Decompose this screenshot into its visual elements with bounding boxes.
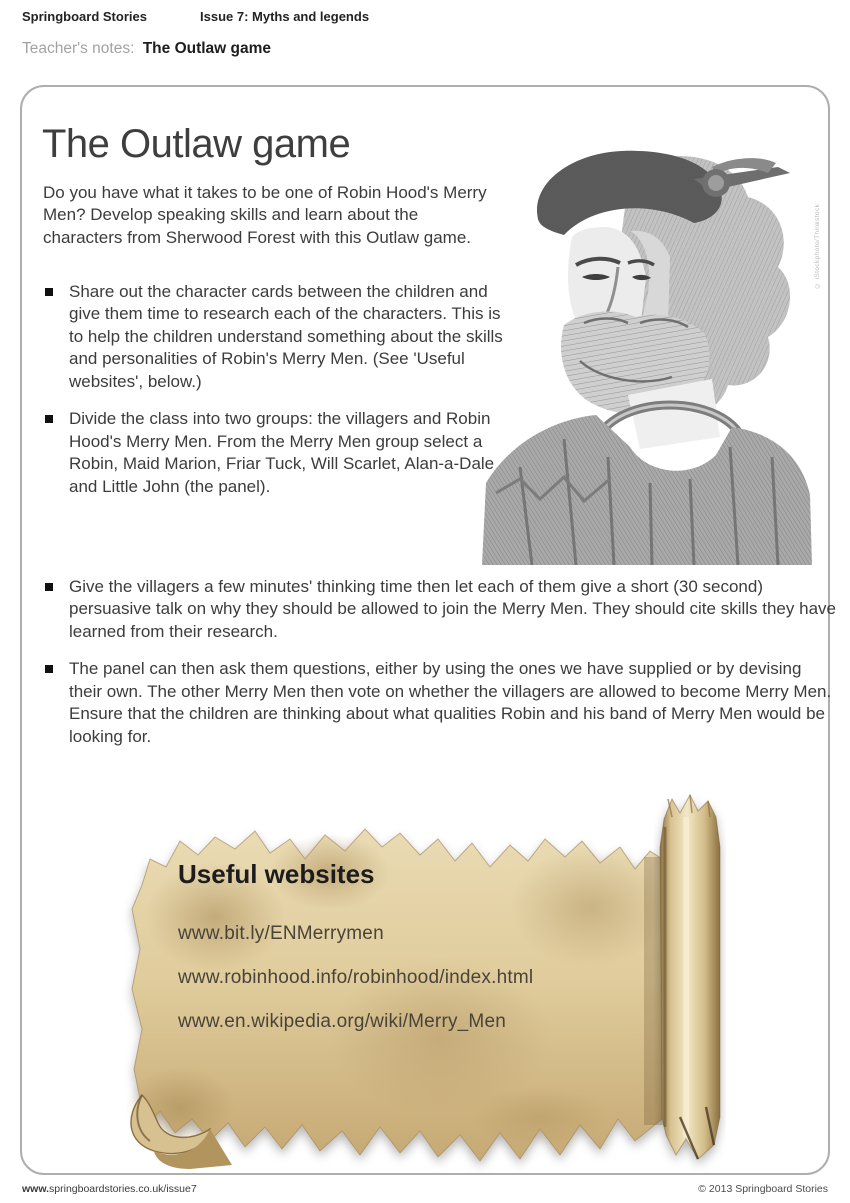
- footer-site-url: [22, 1183, 197, 1195]
- bullet-text: The panel can then ask them questions, either by using the ones we have supplied or by devising their own. The other Merry Men then vote on whether the villagers are allowed to become Merry Men. Ensure that the children are thinking about what qualities Robin and his band of Merry Men would be looking for.: [69, 659, 832, 746]
- website-link[interactable]: www.en.wikipedia.org/wiki/Merry_Men: [178, 1011, 506, 1032]
- bullet-text: Share out the character cards between the children and give them time to research each of the characters. This is to help the children understand something about the skills and personalities of Robin's Merry Men. (See 'Useful websites', below.): [69, 282, 503, 391]
- bullet-square-icon: [45, 665, 53, 673]
- issue-label: Issue 7: Myths and legends: [200, 9, 370, 24]
- doc-type-label: Teacher's notes:: [22, 40, 135, 57]
- list-item: [43, 408, 505, 498]
- website-link[interactable]: www.bit.ly/ENMerrymen: [178, 923, 384, 944]
- footer-url-prefix: www.: [22, 1183, 50, 1195]
- bullet-square-icon: [45, 583, 53, 591]
- footer-url-rest: springboardstories.co.uk/issue7: [49, 1183, 197, 1195]
- bullet-square-icon: [45, 415, 53, 423]
- list-item: [43, 576, 838, 643]
- footer-copyright: © 2013 Springboard Stories: [698, 1183, 828, 1195]
- instruction-list-bottom: [43, 576, 838, 763]
- intro-paragraph: Do you have what it takes to be one of Robin Hood's Merry Men? Develop speaking skills and learn about the characters from Sherwood Forest with this Outlaw game.: [43, 183, 487, 247]
- robin-hood-engraving-svg: [480, 127, 812, 565]
- content-card: [20, 85, 836, 1175]
- useful-websites-heading: Useful websites: [178, 859, 375, 889]
- doc-type-line: [22, 40, 271, 58]
- list-item: [43, 281, 505, 393]
- website-link[interactable]: www.robinhood.info/robinhood/index.html: [178, 967, 534, 988]
- robin-hood-engraving: [480, 127, 812, 565]
- instruction-list-top: [43, 281, 505, 513]
- page-title: The Outlaw game: [42, 121, 351, 166]
- bullet-text: Divide the class into two groups: the villagers and Robin Hood's Merry Men. From the Merry Men group select a Robin, Maid Marion, Friar Tuck, Will Scarlet, Alan-a-Dale and Little John (the panel).: [69, 409, 495, 496]
- image-credit: © iStockphoto/Thinkstock: [814, 203, 821, 289]
- list-item: [43, 658, 838, 748]
- brand-title: Springboard Stories: [22, 9, 147, 24]
- bullet-text: Give the villagers a few minutes' thinking time then let each of them give a short (30 second) persuasive talk on why they should be allowed to join the Merry Men. They should cite skills they have learned from their research.: [69, 577, 836, 641]
- parchment-scroll: [120, 787, 760, 1175]
- doc-title: The Outlaw game: [142, 40, 272, 57]
- bullet-square-icon: [45, 288, 53, 296]
